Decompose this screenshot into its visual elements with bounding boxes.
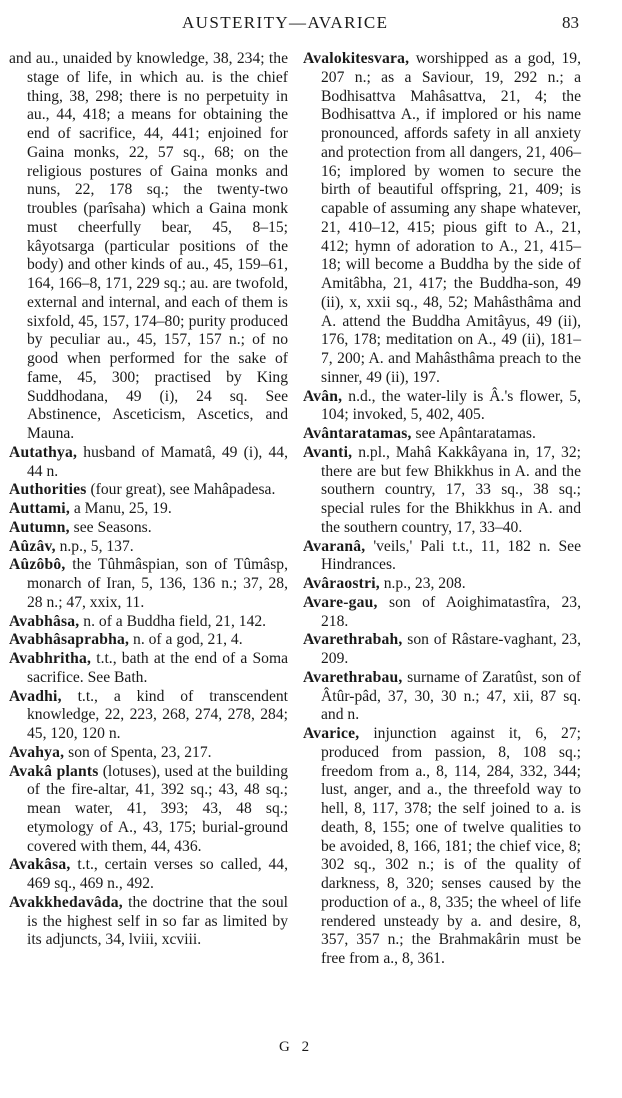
index-entry: [9, 631, 288, 650]
index-entry: [9, 856, 288, 894]
index-entry: [9, 50, 288, 444]
index-entry: [9, 538, 288, 557]
entry-text: husband of Mamatâ, 49 (i), 44, 44 n.: [27, 443, 288, 480]
entry-text: see Apântaratamas.: [411, 425, 536, 442]
running-header: [0, 13, 622, 35]
page-number: 83: [562, 13, 579, 32]
entry-heading: Avabhâsa,: [9, 612, 80, 630]
index-entry: [303, 425, 581, 444]
entry-heading: Aûzâv,: [9, 537, 56, 555]
index-entry: [303, 50, 581, 388]
entry-text: n.p., 5, 137.: [55, 537, 134, 555]
entry-text: the doctrine that the soul is the highest self in so far as limited by its adjuncts, 34, lviii, xcviii.: [27, 893, 288, 949]
entry-heading: Avadhi,: [9, 687, 62, 705]
entry-text: n.d., the water-lily is Â.'s flower, 5, 104; invoked, 5, 402, 405.: [321, 387, 581, 424]
entry-heading: Avântaratamas,: [303, 425, 412, 442]
entry-heading: Avare-gau,: [303, 593, 378, 611]
index-entry: [9, 481, 288, 500]
entry-text: see Seasons.: [69, 518, 152, 536]
entry-heading: Avahya,: [9, 743, 65, 761]
entry-text: n.p., 23, 208.: [379, 575, 466, 592]
entry-heading: Avanti,: [303, 443, 353, 461]
entry-text: surname of Zaratûst, son of Âtûr-pâd, 37, 30, 30 n.; 47, xii, 87 sq. and n.: [321, 668, 581, 724]
entry-heading: Avabhritha,: [9, 650, 92, 667]
entry-text: son of Râstare-vaghant, 23, 209.: [321, 631, 581, 667]
entry-text: n.pl., Mahâ Kakkâyana in, 17, 32; there are but few Bhikkhus in A. and the southern country, 17, 33 sq., 38 sq.; special rules for the Bhikkhus in A. and the southern country, 17, 33–40.: [321, 443, 581, 536]
entry-heading: Avakâsa,: [9, 856, 71, 874]
entry-heading: Avâraostri,: [303, 575, 380, 592]
index-entry: [9, 744, 288, 763]
index-entry: [303, 444, 581, 538]
entry-text: the Tûhmâspian, son of Tûmâsp, monarch of Iran, 5, 136, 136 n.; 37, 28, 28 n.; 47, xxix, 11.: [27, 556, 288, 611]
entry-heading: Autumn,: [9, 518, 70, 536]
index-entry: [9, 500, 288, 519]
index-entry: [9, 556, 288, 612]
entry-text: son of Aoighimatastîra, 23, 218.: [321, 593, 581, 630]
entry-heading: Aûzôbô,: [9, 556, 66, 574]
index-entry: [9, 613, 288, 632]
entry-text: t.t., certain verses so called, 44, 469 sq., 469 n., 492.: [27, 856, 288, 892]
index-entry: [9, 688, 288, 744]
entry-text: n. of a god, 21, 4.: [129, 631, 243, 649]
entry-text: t.t., bath at the end of a Soma sacrifice. See Bath.: [27, 650, 288, 686]
entry-text: and au., unaided by knowledge, 38, 234; the stage of life, in which au. is the chief thing, 38, 298; there is no perpetuity in au., 44, 418; a means for obtaining the end of sacrifice, 44, 441; enjoined for Gaina monks, 22, 57 sq., 68; on the religious postures of Gaina monks and nuns, 22, 178 sq.; the twenty-two troubles (parîsaha) which a Gaina monk must cheerfully bear, 45, 8–15; kâyotsarga (particular positions of the body) and other kinds of au., 45, 159–61, 164, 166–8, 171, 229 sq.; au. are twofold, external and internal, and each of them is sixfold, 45, 157, 174–80; purity produced by peculiar au., 45, 157, 157 n.; of no good when performed for the sake of fame, 45, 300; practised by King Suddhodana, 49 (i), 24 sq. See Abstinence, Asceticism, Ascetics, and Mauna.: [9, 50, 288, 442]
index-entry: [9, 444, 288, 482]
entry-heading: Avarethrabah,: [303, 631, 403, 649]
entry-heading: Avân,: [303, 387, 343, 405]
index-entry: [9, 519, 288, 538]
entry-heading: Autathya,: [9, 443, 78, 461]
entry-heading: Avalokitesvara,: [303, 50, 410, 67]
entry-text: (four great), see Mahâpadesa.: [86, 481, 276, 499]
index-entry: [303, 388, 581, 426]
entry-text: a Manu, 25, 19.: [69, 500, 172, 517]
entry-heading: Avarice,: [303, 725, 360, 742]
index-entry: [303, 669, 581, 725]
entry-text: worshipped as a god, 19, 207 n.; as a Saviour, 19, 292 n.; a Bodhisattva Mahâsattva, 21, 4; the Bodhisattva A., if implored or his name pronounced, affords safety in all anxiety and protection from all dangers, 21, 406–16; implored by women to secure the birth of beautiful offspring, 21, 409; is capable of assuming any shape whatever, 21, 410–12, 415; pious gift to A., 21, 412; hymn of adoration to A., 21, 415–18; will become a Buddha by the side of Amitâbha, 21, 417; the Buddha-son, 49 (ii), x, xxii sq., 48, 52; Mahâsthâma and A. attend the Buddha Amitâyus, 49 (ii), 176, 178; meditation on A., 49 (ii), 181–7, 200; A. and Mahâsthâma preach to the sinner, 49 (ii), 197.: [321, 50, 581, 386]
entry-text: son of Spenta, 23, 217.: [64, 743, 212, 761]
index-entry: [9, 894, 288, 950]
entry-heading: Avakkhedavâda,: [9, 893, 123, 911]
entry-text: t.t., a kind of transcendent knowledge, 22, 223, 268, 274, 278, 284; 45, 120, 120 n.: [27, 687, 288, 742]
entry-text: n. of a Buddha field, 21, 142.: [79, 612, 267, 630]
signature-mark: G 2: [279, 1039, 314, 1055]
index-entry: [303, 575, 581, 594]
page-header-title: AUSTERITY—AVARICE: [182, 13, 389, 32]
entry-heading: Auttami,: [9, 500, 70, 517]
index-entry: [9, 650, 288, 688]
index-entry: [303, 538, 581, 576]
index-column-left: [9, 50, 288, 950]
entry-heading: Authorities: [9, 481, 87, 499]
entry-heading: Avaranâ,: [303, 537, 366, 555]
index-entry: [303, 594, 581, 632]
index-entry: [303, 631, 581, 669]
entry-text: (lotuses), used at the building of the fire-altar, 41, 392 sq.; 43, 48 sq.; mean water, 41, 393; 43, 48 sq.; etymology of A., 43, 175; burial-ground covered with them, 44, 436.: [27, 762, 289, 855]
index-entry: [303, 725, 581, 969]
entry-heading: Avarethrabau,: [303, 668, 403, 686]
entry-text: injunction against it, 6, 27; produced from passion, 8, 108 sq.; freedom from a., 8, 114, 284, 332, 344; lust, anger, and a., the threefold way to hell, 8, 117, 378; the self joined to a. is death, 8, 155; one of twelve qualities to be avoided, 8, 166, 181; the chief vice, 8; 302 sq., 302 n.; is of the quality of darkness, 8, 320; senses caused by the production of a., 8, 335; the wheel of life rendered unsteady by a. and desire, 8, 357, 357 n.; the Brahmakârin must be free from a., 8, 361.: [321, 725, 581, 967]
index-column-right: [303, 50, 581, 969]
entry-text: 'veils,' Pali t.t., 11, 182 n. See Hindrances.: [321, 537, 581, 574]
index-entry: [9, 763, 288, 857]
entry-heading: Avabhâsaprabha,: [9, 631, 130, 649]
entry-heading: Avakâ plants: [9, 762, 99, 780]
